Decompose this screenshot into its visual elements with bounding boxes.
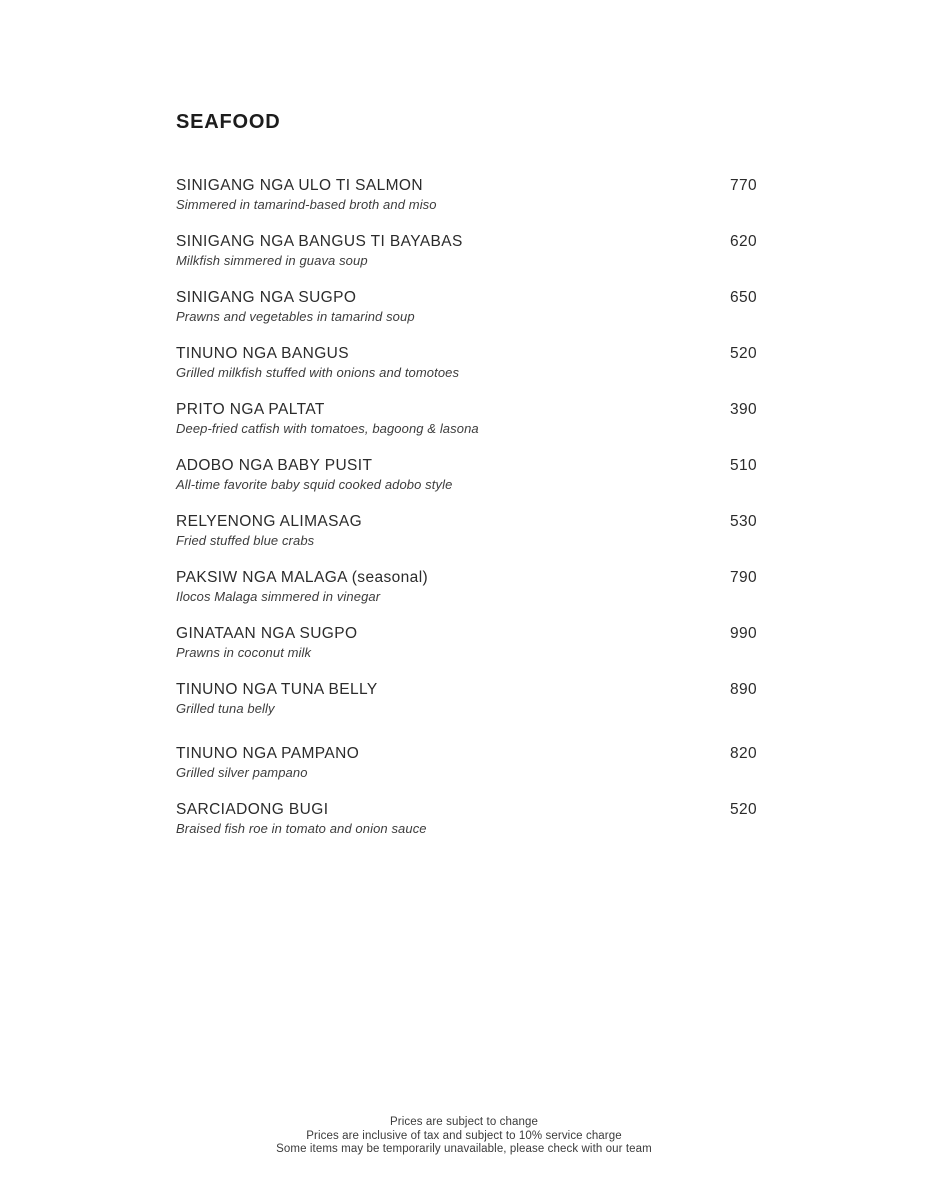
- item-name: SINIGANG NGA SUGPO: [176, 289, 357, 306]
- item-description: Simmered in tamarind-based broth and miso: [176, 197, 437, 212]
- menu-item: [176, 456, 757, 492]
- item-price: 510: [729, 457, 757, 474]
- item-price: 770: [729, 177, 757, 194]
- menu-content: [176, 111, 757, 856]
- item-description: All-time favorite baby squid cooked adobo style: [176, 477, 453, 492]
- menu-item-row: [176, 512, 757, 531]
- item-name: TINUNO NGA TUNA BELLY: [176, 681, 378, 698]
- menu-item-row: [176, 568, 757, 587]
- item-price: 990: [729, 625, 757, 642]
- item-price: 520: [729, 345, 757, 362]
- item-description: Fried stuffed blue crabs: [176, 533, 315, 548]
- menu-item-row: [176, 800, 757, 819]
- menu-item: [176, 176, 757, 212]
- footer-note-line: Prices are inclusive of tax and subject to 10% service charge: [306, 1129, 622, 1142]
- menu-item: [176, 624, 757, 660]
- menu-item-row: [176, 744, 757, 763]
- item-description: Grilled milkfish stuffed with onions and tomotoes: [176, 365, 460, 380]
- item-description: Grilled tuna belly: [176, 701, 275, 716]
- item-name: PRITO NGA PALTAT: [176, 401, 325, 418]
- item-price: 520: [729, 801, 757, 818]
- menu-item-row: [176, 400, 757, 419]
- footer-note-line: Prices are subject to change: [390, 1116, 538, 1128]
- item-name: SARCIADONG BUGI: [176, 801, 329, 818]
- footer-notes: [0, 1116, 928, 1157]
- menu-item-row: [176, 456, 757, 475]
- item-price: 820: [729, 745, 757, 762]
- item-description: Deep-fried catfish with tomatoes, bagoong & lasona: [176, 421, 479, 436]
- section-title: SEAFOOD: [176, 111, 281, 133]
- item-name: PAKSIW NGA MALAGA (seasonal): [176, 569, 429, 586]
- menu-list: [176, 176, 757, 836]
- item-name: GINATAAN NGA SUGPO: [176, 625, 358, 642]
- item-price: 650: [729, 289, 757, 306]
- menu-item: [176, 288, 757, 324]
- menu-item: [176, 800, 757, 836]
- menu-item-row: [176, 344, 757, 363]
- menu-item-row: [176, 288, 757, 307]
- item-description: Prawns in coconut milk: [176, 645, 312, 660]
- menu-item: [176, 512, 757, 548]
- menu-item: [176, 232, 757, 268]
- item-name: SINIGANG NGA ULO TI SALMON: [176, 177, 423, 194]
- menu-item-row: [176, 680, 757, 699]
- footer-note-line: Some items may be temporarily unavailable, please check with our team: [276, 1143, 652, 1155]
- item-name: SINIGANG NGA BANGUS TI BAYABAS: [176, 233, 463, 250]
- item-name: RELYENONG ALIMASAG: [176, 513, 363, 530]
- item-name: TINUNO NGA PAMPANO: [176, 745, 360, 762]
- menu-item-row: [176, 624, 757, 643]
- menu-item-row: [176, 232, 757, 251]
- menu-item: [176, 344, 757, 380]
- item-price: 620: [729, 233, 757, 250]
- item-price: 530: [729, 513, 757, 530]
- menu-item: [176, 680, 757, 716]
- item-description: Milkfish simmered in guava soup: [176, 253, 368, 268]
- item-description: Braised fish roe in tomato and onion sauce: [176, 821, 427, 836]
- item-price: 790: [729, 569, 757, 586]
- menu-item: [176, 744, 757, 780]
- item-price: 890: [729, 681, 757, 698]
- menu-item: [176, 400, 757, 436]
- menu-item-row: [176, 176, 757, 195]
- item-name: TINUNO NGA BANGUS: [176, 345, 350, 362]
- item-description: Grilled silver pampano: [176, 765, 308, 780]
- item-price: 390: [729, 401, 757, 418]
- item-description: Ilocos Malaga simmered in vinegar: [176, 589, 381, 604]
- item-name: ADOBO NGA BABY PUSIT: [176, 457, 373, 474]
- menu-item: [176, 568, 757, 604]
- item-description: Prawns and vegetables in tamarind soup: [176, 309, 415, 324]
